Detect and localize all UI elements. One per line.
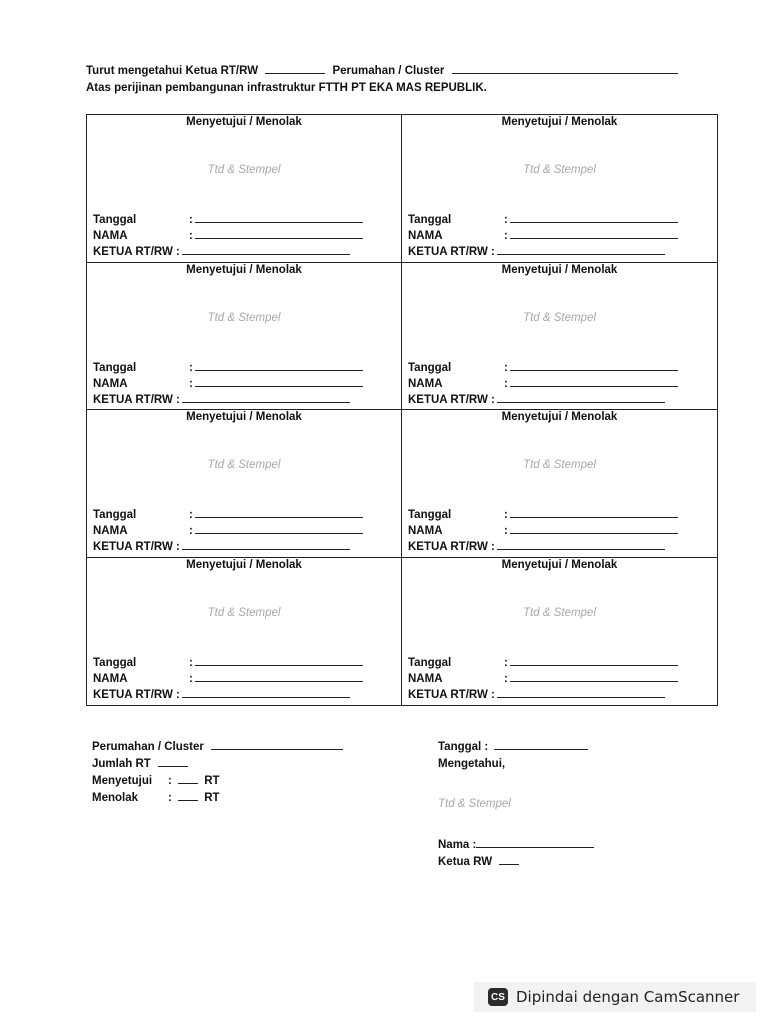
nama-colon: :	[504, 230, 508, 242]
tanggal-row	[93, 212, 363, 228]
tanggal-label: Tanggal	[408, 509, 452, 521]
nama-colon: :	[504, 672, 508, 685]
tanggal-colon: :	[504, 656, 508, 669]
tanggal-blank	[510, 655, 678, 666]
approval-status-title: Menyetujui / Menolak	[501, 411, 618, 423]
summary-setuju-label: Menyetujui	[92, 775, 153, 787]
approval-status-title: Menyetujui / Menolak	[186, 558, 302, 571]
approval-cell	[402, 410, 717, 558]
summary-left	[92, 739, 343, 807]
ketua-label: KETUA RT/RW :	[408, 688, 495, 701]
nama-blank	[510, 523, 678, 534]
nama-blank	[510, 671, 678, 682]
nama-label: NAMA	[93, 525, 128, 537]
ketua-row	[93, 539, 363, 555]
approval-status-title: Menyetujui / Menolak	[501, 263, 618, 276]
approval-fields	[408, 507, 678, 555]
nama-row	[408, 523, 678, 539]
ketua-blank	[182, 687, 350, 698]
signature-placeholder: Ttd & Stempel	[523, 606, 596, 619]
signature-placeholder: Ttd & Stempel	[523, 164, 596, 176]
tanggal-blank	[510, 360, 678, 371]
nama-row	[408, 671, 678, 687]
form-header	[86, 63, 678, 97]
signature-placeholder: Ttd & Stempel	[523, 459, 596, 471]
signature-placeholder: Ttd & Stempel	[207, 606, 281, 619]
ketua-row	[408, 392, 678, 408]
ketua-row	[93, 244, 363, 260]
camscanner-watermark	[474, 982, 756, 1012]
signature-placeholder: Ttd & Stempel	[207, 164, 281, 176]
tanggal-colon: :	[189, 214, 193, 226]
approval-cell	[87, 410, 402, 558]
approval-status-title: Menyetujui / Menolak	[186, 411, 302, 423]
nama-colon: :	[189, 377, 193, 390]
rw-signature-placeholder: Ttd & Stempel	[438, 798, 511, 810]
rw-nama-row	[438, 837, 594, 854]
header-line-1	[86, 63, 678, 80]
summary-perumahan-row	[92, 739, 343, 756]
camscanner-logo-icon: CS	[488, 988, 508, 1006]
nama-label: NAMA	[408, 672, 443, 685]
nama-row	[408, 228, 678, 244]
nama-row	[408, 376, 678, 392]
approval-status-title: Menyetujui / Menolak	[501, 558, 618, 571]
tanggal-colon: :	[504, 361, 508, 374]
summary-right	[438, 739, 594, 871]
tanggal-blank	[510, 507, 678, 518]
tanggal-colon: :	[189, 361, 193, 374]
summary-setuju-colon: :	[168, 775, 172, 787]
ketua-label: KETUA RT/RW :	[408, 246, 495, 258]
tanggal-colon: :	[504, 509, 508, 521]
ketua-label: KETUA RT/RW :	[93, 688, 180, 701]
header-perumahan-label: Perumahan / Cluster	[332, 65, 445, 77]
ketua-label: KETUA RT/RW :	[408, 541, 495, 553]
tanggal-label: Tanggal	[93, 214, 137, 226]
ketua-row	[408, 687, 678, 703]
nama-colon: :	[504, 525, 508, 537]
ketua-blank	[497, 244, 665, 255]
ketua-label: KETUA RT/RW :	[93, 246, 180, 258]
tanggal-blank	[195, 655, 363, 666]
tanggal-colon: :	[189, 509, 193, 521]
rw-ketua-blank	[499, 854, 519, 865]
approval-cell	[87, 558, 402, 706]
rw-mengetahui-label: Mengetahui,	[438, 758, 506, 770]
summary-setuju-blank	[178, 773, 198, 784]
signature-placeholder: Ttd & Stempel	[207, 311, 281, 324]
nama-blank	[195, 376, 363, 387]
tanggal-label: Tanggal	[93, 361, 137, 374]
ketua-label: KETUA RT/RW :	[408, 393, 495, 406]
approval-fields	[408, 212, 678, 260]
rw-nama-blank	[476, 837, 594, 848]
summary-tolak-blank	[178, 790, 198, 801]
tanggal-blank	[195, 360, 363, 371]
tanggal-label: Tanggal	[408, 656, 452, 669]
ketua-blank	[182, 392, 350, 403]
ketua-blank	[497, 687, 665, 698]
ketua-label: KETUA RT/RW :	[93, 541, 180, 553]
ketua-label: KETUA RT/RW :	[93, 393, 180, 406]
summary-tolak-row	[92, 790, 343, 807]
nama-blank	[195, 671, 363, 682]
tanggal-row	[93, 507, 363, 523]
approval-cell	[402, 115, 717, 263]
approval-cell	[402, 558, 717, 706]
summary-perumahan-blank	[211, 739, 343, 750]
signature-placeholder: Ttd & Stempel	[207, 459, 281, 471]
tanggal-row	[408, 655, 678, 671]
approval-cell	[87, 115, 402, 263]
rw-tanggal-row	[438, 739, 594, 756]
nama-colon: :	[189, 525, 193, 537]
nama-blank	[510, 376, 678, 387]
tanggal-label: Tanggal	[93, 509, 137, 521]
approval-fields	[408, 360, 678, 408]
ketua-row	[408, 244, 678, 260]
summary-perumahan-label: Perumahan / Cluster	[92, 741, 204, 753]
approval-fields	[93, 507, 363, 555]
nama-row	[93, 228, 363, 244]
approval-status-title: Menyetujui / Menolak	[501, 116, 618, 128]
nama-label: NAMA	[408, 230, 443, 242]
nama-label: NAMA	[93, 230, 128, 242]
tanggal-row	[408, 507, 678, 523]
approval-fields	[408, 655, 678, 703]
signature-placeholder: Ttd & Stempel	[523, 311, 596, 324]
approval-cell	[87, 263, 402, 411]
rw-ketua-row	[438, 854, 594, 871]
summary-tolak-rt: RT	[204, 792, 220, 804]
tanggal-row	[93, 360, 363, 376]
approval-fields	[93, 360, 363, 408]
approval-cell	[402, 263, 717, 411]
summary-setuju-row	[92, 773, 343, 790]
tanggal-blank	[510, 212, 678, 223]
rw-tanggal-label: Tanggal :	[438, 741, 489, 753]
ketua-blank	[182, 539, 350, 550]
summary-setuju-rt: RT	[204, 775, 220, 787]
tanggal-label: Tanggal	[408, 214, 452, 226]
nama-colon: :	[504, 377, 508, 390]
header-perumahan-blank	[452, 63, 678, 74]
ketua-blank	[182, 244, 350, 255]
rw-tanggal-blank	[494, 739, 588, 750]
tanggal-blank	[195, 212, 363, 223]
summary-jumlah-blank	[158, 756, 188, 767]
approval-status-title: Menyetujui / Menolak	[186, 263, 302, 276]
nama-label: NAMA	[93, 672, 128, 685]
nama-row	[93, 671, 363, 687]
ketua-blank	[497, 392, 665, 403]
nama-label: NAMA	[408, 525, 443, 537]
nama-label: NAMA	[408, 377, 443, 390]
rw-ketua-label: Ketua RW	[438, 856, 493, 868]
tanggal-blank	[195, 507, 363, 518]
nama-row	[93, 523, 363, 539]
tanggal-colon: :	[504, 214, 508, 226]
tanggal-row	[408, 360, 678, 376]
tanggal-row	[93, 655, 363, 671]
approval-grid	[86, 114, 718, 706]
ketua-row	[93, 687, 363, 703]
approval-status-title: Menyetujui / Menolak	[186, 116, 302, 128]
approval-fields	[93, 212, 363, 260]
approval-fields	[93, 655, 363, 703]
tanggal-colon: :	[189, 656, 193, 669]
nama-colon: :	[189, 230, 193, 242]
tanggal-label: Tanggal	[408, 361, 452, 374]
ketua-blank	[497, 539, 665, 550]
camscanner-text: Dipindai dengan CamScanner	[516, 988, 740, 1006]
nama-blank	[195, 228, 363, 239]
summary-tolak-colon: :	[168, 792, 172, 804]
nama-label: NAMA	[93, 377, 128, 390]
ketua-row	[93, 392, 363, 408]
nama-row	[93, 376, 363, 392]
ketua-row	[408, 539, 678, 555]
summary-tolak-label: Menolak	[92, 792, 139, 804]
tanggal-label: Tanggal	[93, 656, 137, 669]
nama-blank	[510, 228, 678, 239]
nama-blank	[195, 523, 363, 534]
nama-colon: :	[189, 672, 193, 685]
header-rtrw-blank	[265, 63, 325, 74]
header-line-2: Atas perijinan pembangunan infrastruktur FTTH PT EKA MAS REPUBLIK.	[86, 82, 487, 94]
summary-jumlah-label: Jumlah RT	[92, 758, 151, 770]
summary-jumlah-row	[92, 756, 343, 773]
header-ketua-label: Turut mengetahui Ketua RT/RW	[86, 65, 259, 77]
tanggal-row	[408, 212, 678, 228]
rw-nama-label: Nama :	[438, 839, 477, 851]
